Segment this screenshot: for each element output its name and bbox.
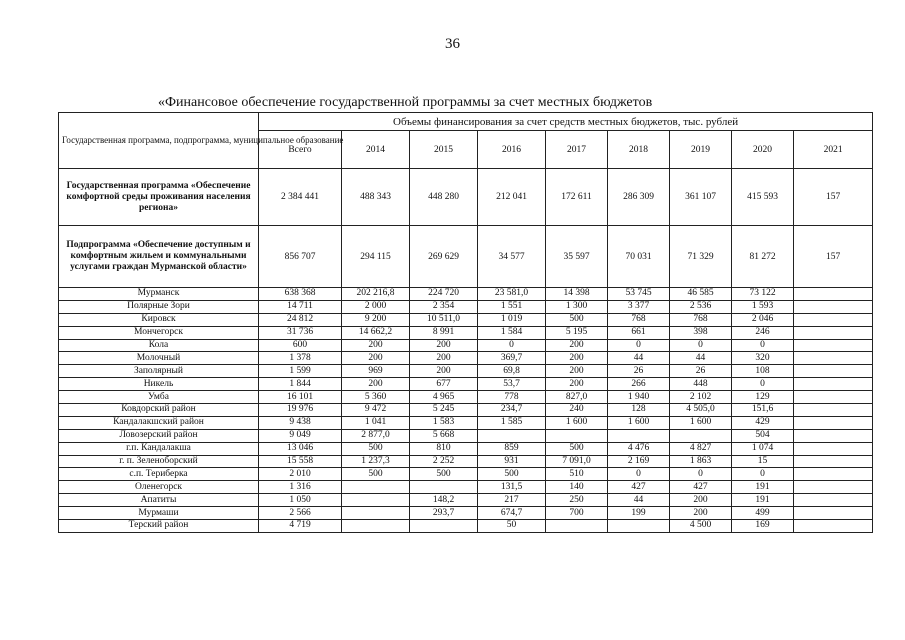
value-cell xyxy=(794,507,873,520)
value-cell: 15 558 xyxy=(259,455,342,468)
value-cell: 1 041 xyxy=(342,416,410,429)
value-cell: 1 585 xyxy=(478,416,546,429)
value-cell: 1 583 xyxy=(410,416,478,429)
table-row xyxy=(59,404,873,417)
table-row xyxy=(59,339,873,352)
value-cell: 500 xyxy=(342,442,410,455)
value-cell: 1 940 xyxy=(608,391,670,404)
value-cell: 4 827 xyxy=(670,442,732,455)
table-row xyxy=(59,507,873,520)
value-cell: 250 xyxy=(546,494,608,507)
value-cell: 69,8 xyxy=(478,365,546,378)
value-cell: 200 xyxy=(410,365,478,378)
value-cell: 0 xyxy=(732,339,794,352)
value-cell: 488 343 xyxy=(342,169,410,226)
value-cell: 200 xyxy=(342,339,410,352)
municipality-name: Ловозерский район xyxy=(59,429,259,442)
value-cell xyxy=(608,429,670,442)
value-cell: 2 000 xyxy=(342,300,410,313)
municipality-name: Апатиты xyxy=(59,494,259,507)
table-row xyxy=(59,520,873,533)
column-header: 2018 xyxy=(608,131,670,169)
value-cell: 128 xyxy=(608,404,670,417)
value-cell: 1 600 xyxy=(546,416,608,429)
value-cell xyxy=(794,416,873,429)
value-cell: 448 xyxy=(670,378,732,391)
value-cell: 157 xyxy=(794,169,873,226)
value-cell xyxy=(670,429,732,442)
value-cell: 2 877,0 xyxy=(342,429,410,442)
value-cell: 9 472 xyxy=(342,404,410,417)
column-header: 2019 xyxy=(670,131,732,169)
value-cell: 510 xyxy=(546,468,608,481)
subprogram-name: Подпрограмма «Обеспечение доступным и комфортным жильем и коммунальными услугами граждан Мурманской области» xyxy=(59,226,259,288)
value-cell xyxy=(794,313,873,326)
header-row-group xyxy=(59,113,873,131)
value-cell xyxy=(794,300,873,313)
value-cell: 53 745 xyxy=(608,288,670,301)
value-cell xyxy=(794,481,873,494)
value-cell: 7 091,0 xyxy=(546,455,608,468)
financing-table xyxy=(58,112,873,533)
value-cell: 2 384 441 xyxy=(259,169,342,226)
program-name: Государственная программа «Обеспечение комфортной среды проживания населения региона» xyxy=(59,169,259,226)
value-cell: 70 031 xyxy=(608,226,670,288)
municipality-name: Умба xyxy=(59,391,259,404)
value-cell: 2 046 xyxy=(732,313,794,326)
value-cell: 810 xyxy=(410,442,478,455)
value-cell: 50 xyxy=(478,520,546,533)
municipality-name: Никель xyxy=(59,378,259,391)
value-cell: 202 216,8 xyxy=(342,288,410,301)
value-cell: 26 xyxy=(670,365,732,378)
municipality-name: Полярные Зори xyxy=(59,300,259,313)
value-cell: 768 xyxy=(670,313,732,326)
value-cell: 200 xyxy=(342,352,410,365)
value-cell: 638 368 xyxy=(259,288,342,301)
value-cell: 234,7 xyxy=(478,404,546,417)
value-cell: 53,7 xyxy=(478,378,546,391)
value-cell: 44 xyxy=(608,494,670,507)
value-cell: 427 xyxy=(670,481,732,494)
value-cell: 71 329 xyxy=(670,226,732,288)
value-cell: 9 049 xyxy=(259,429,342,442)
value-cell: 1 863 xyxy=(670,455,732,468)
value-cell: 293,7 xyxy=(410,507,478,520)
value-cell: 217 xyxy=(478,494,546,507)
value-cell: 4 505,0 xyxy=(670,404,732,417)
value-cell xyxy=(342,520,410,533)
value-cell: 169 xyxy=(732,520,794,533)
value-cell: 700 xyxy=(546,507,608,520)
value-cell: 2 536 xyxy=(670,300,732,313)
value-cell: 3 377 xyxy=(608,300,670,313)
value-cell: 856 707 xyxy=(259,226,342,288)
value-cell: 500 xyxy=(546,442,608,455)
value-cell: 23 581,0 xyxy=(478,288,546,301)
table-row xyxy=(59,455,873,468)
value-cell: 2 566 xyxy=(259,507,342,520)
table-row xyxy=(59,494,873,507)
value-cell: 34 577 xyxy=(478,226,546,288)
municipality-name: Кировск xyxy=(59,313,259,326)
municipality-name: Кандалакшский район xyxy=(59,416,259,429)
value-cell: 9 438 xyxy=(259,416,342,429)
value-cell: 157 xyxy=(794,226,873,288)
value-cell: 240 xyxy=(546,404,608,417)
value-cell: 200 xyxy=(670,494,732,507)
value-cell: 1 237,3 xyxy=(342,455,410,468)
value-cell: 2 252 xyxy=(410,455,478,468)
value-cell xyxy=(794,378,873,391)
value-cell xyxy=(794,352,873,365)
value-cell: 24 812 xyxy=(259,313,342,326)
value-cell xyxy=(794,404,873,417)
municipality-name: Мурманск xyxy=(59,288,259,301)
value-cell: 320 xyxy=(732,352,794,365)
value-cell: 4 500 xyxy=(670,520,732,533)
value-cell: 0 xyxy=(478,339,546,352)
value-cell: 1 050 xyxy=(259,494,342,507)
value-cell: 2 354 xyxy=(410,300,478,313)
value-cell: 1 593 xyxy=(732,300,794,313)
municipality-name: г.п. Кандалакша xyxy=(59,442,259,455)
value-cell: 448 280 xyxy=(410,169,478,226)
value-cell: 0 xyxy=(732,378,794,391)
table-row xyxy=(59,391,873,404)
value-cell: 427 xyxy=(608,481,670,494)
municipality-name: Кола xyxy=(59,339,259,352)
municipality-name: Оленегорск xyxy=(59,481,259,494)
group-header: Объемы финансирования за счет средств местных бюджетов, тыс. рублей xyxy=(259,113,873,131)
value-cell: 151,6 xyxy=(732,404,794,417)
value-cell: 131,5 xyxy=(478,481,546,494)
value-cell xyxy=(794,429,873,442)
column-header: 2021 xyxy=(794,131,873,169)
value-cell: 269 629 xyxy=(410,226,478,288)
value-cell: 200 xyxy=(546,378,608,391)
value-cell: 0 xyxy=(670,339,732,352)
table-row xyxy=(59,326,873,339)
value-cell: 0 xyxy=(670,468,732,481)
value-cell: 199 xyxy=(608,507,670,520)
value-cell: 768 xyxy=(608,313,670,326)
column-header: 2015 xyxy=(410,131,478,169)
value-cell: 500 xyxy=(546,313,608,326)
value-cell: 1 019 xyxy=(478,313,546,326)
value-cell: 246 xyxy=(732,326,794,339)
municipality-name: г. п. Зеленоборский xyxy=(59,455,259,468)
value-cell: 191 xyxy=(732,481,794,494)
value-cell: 2 010 xyxy=(259,468,342,481)
value-cell: 1 316 xyxy=(259,481,342,494)
value-cell: 200 xyxy=(546,339,608,352)
value-cell: 200 xyxy=(546,352,608,365)
value-cell xyxy=(546,520,608,533)
program-row xyxy=(59,169,873,226)
value-cell: 4 719 xyxy=(259,520,342,533)
value-cell xyxy=(794,391,873,404)
column-header: 2017 xyxy=(546,131,608,169)
value-cell: 859 xyxy=(478,442,546,455)
value-cell: 1 600 xyxy=(670,416,732,429)
value-cell: 129 xyxy=(732,391,794,404)
municipality-name: Мончегорск xyxy=(59,326,259,339)
value-cell: 500 xyxy=(342,468,410,481)
table-row xyxy=(59,416,873,429)
value-cell: 1 074 xyxy=(732,442,794,455)
value-cell xyxy=(794,520,873,533)
value-cell: 661 xyxy=(608,326,670,339)
value-cell: 44 xyxy=(608,352,670,365)
page-number: 36 xyxy=(445,36,460,52)
municipality-name: с.п. Териберка xyxy=(59,468,259,481)
value-cell: 504 xyxy=(732,429,794,442)
value-cell: 827,0 xyxy=(546,391,608,404)
value-cell: 1 844 xyxy=(259,378,342,391)
value-cell: 677 xyxy=(410,378,478,391)
value-cell: 46 585 xyxy=(670,288,732,301)
value-cell: 266 xyxy=(608,378,670,391)
value-cell: 224 720 xyxy=(410,288,478,301)
value-cell: 931 xyxy=(478,455,546,468)
value-cell: 415 593 xyxy=(732,169,794,226)
value-cell: 0 xyxy=(732,468,794,481)
table-row xyxy=(59,481,873,494)
value-cell: 398 xyxy=(670,326,732,339)
municipality-name: Терский район xyxy=(59,520,259,533)
value-cell: 5 195 xyxy=(546,326,608,339)
value-cell: 600 xyxy=(259,339,342,352)
value-cell: 1 300 xyxy=(546,300,608,313)
value-cell xyxy=(794,339,873,352)
value-cell xyxy=(794,288,873,301)
value-cell: 73 122 xyxy=(732,288,794,301)
value-cell xyxy=(410,481,478,494)
table-row xyxy=(59,442,873,455)
row-label-header: Государственная программа, подпрограмма, муниципальное образование xyxy=(59,113,259,169)
value-cell: 31 736 xyxy=(259,326,342,339)
value-cell: 19 976 xyxy=(259,404,342,417)
value-cell: 200 xyxy=(410,352,478,365)
column-header: 2016 xyxy=(478,131,546,169)
value-cell: 4 965 xyxy=(410,391,478,404)
value-cell: 172 611 xyxy=(546,169,608,226)
table-row xyxy=(59,468,873,481)
municipality-name: Молочный xyxy=(59,352,259,365)
value-cell xyxy=(794,365,873,378)
value-cell: 200 xyxy=(546,365,608,378)
value-cell: 16 101 xyxy=(259,391,342,404)
value-cell: 15 xyxy=(732,455,794,468)
table-row xyxy=(59,365,873,378)
value-cell: 778 xyxy=(478,391,546,404)
municipality-name: Ковдорский район xyxy=(59,404,259,417)
municipality-name: Заполярный xyxy=(59,365,259,378)
value-cell xyxy=(794,326,873,339)
value-cell: 2 102 xyxy=(670,391,732,404)
table-row xyxy=(59,313,873,326)
subprogram-row xyxy=(59,226,873,288)
value-cell: 1 551 xyxy=(478,300,546,313)
value-cell: 0 xyxy=(608,339,670,352)
value-cell: 14 711 xyxy=(259,300,342,313)
value-cell: 500 xyxy=(410,468,478,481)
value-cell: 361 107 xyxy=(670,169,732,226)
value-cell: 140 xyxy=(546,481,608,494)
value-cell: 0 xyxy=(608,468,670,481)
value-cell: 5 668 xyxy=(410,429,478,442)
value-cell: 9 200 xyxy=(342,313,410,326)
municipality-name: Мурмаши xyxy=(59,507,259,520)
value-cell: 499 xyxy=(732,507,794,520)
table-row xyxy=(59,429,873,442)
value-cell xyxy=(546,429,608,442)
table-row xyxy=(59,288,873,301)
table-row xyxy=(59,300,873,313)
value-cell xyxy=(794,468,873,481)
value-cell: 500 xyxy=(478,468,546,481)
value-cell xyxy=(342,481,410,494)
table-row xyxy=(59,378,873,391)
value-cell: 10 511,0 xyxy=(410,313,478,326)
column-header: 2014 xyxy=(342,131,410,169)
value-cell: 14 662,2 xyxy=(342,326,410,339)
value-cell: 35 597 xyxy=(546,226,608,288)
value-cell: 200 xyxy=(410,339,478,352)
value-cell xyxy=(478,429,546,442)
value-cell: 286 309 xyxy=(608,169,670,226)
value-cell: 14 398 xyxy=(546,288,608,301)
value-cell: 26 xyxy=(608,365,670,378)
value-cell: 200 xyxy=(342,378,410,391)
value-cell: 1 600 xyxy=(608,416,670,429)
value-cell xyxy=(608,520,670,533)
value-cell: 294 115 xyxy=(342,226,410,288)
document-title: «Финансовое обеспечение государственной программы за счет местных бюджетов xyxy=(158,95,653,110)
value-cell xyxy=(342,494,410,507)
value-cell: 108 xyxy=(732,365,794,378)
value-cell: 2 169 xyxy=(608,455,670,468)
table-body xyxy=(59,169,873,533)
value-cell xyxy=(794,442,873,455)
value-cell xyxy=(342,507,410,520)
value-cell: 1 378 xyxy=(259,352,342,365)
value-cell: 4 476 xyxy=(608,442,670,455)
value-cell: 674,7 xyxy=(478,507,546,520)
value-cell xyxy=(794,455,873,468)
column-header: 2020 xyxy=(732,131,794,169)
value-cell: 13 046 xyxy=(259,442,342,455)
value-cell: 148,2 xyxy=(410,494,478,507)
table-row xyxy=(59,352,873,365)
value-cell xyxy=(410,520,478,533)
value-cell: 212 041 xyxy=(478,169,546,226)
value-cell: 1 584 xyxy=(478,326,546,339)
value-cell: 200 xyxy=(670,507,732,520)
value-cell: 44 xyxy=(670,352,732,365)
value-cell xyxy=(794,494,873,507)
value-cell: 969 xyxy=(342,365,410,378)
value-cell: 1 599 xyxy=(259,365,342,378)
value-cell: 8 991 xyxy=(410,326,478,339)
value-cell: 369,7 xyxy=(478,352,546,365)
column-header: Всего xyxy=(259,131,342,169)
value-cell: 5 360 xyxy=(342,391,410,404)
value-cell: 5 245 xyxy=(410,404,478,417)
value-cell: 429 xyxy=(732,416,794,429)
value-cell: 81 272 xyxy=(732,226,794,288)
value-cell: 191 xyxy=(732,494,794,507)
